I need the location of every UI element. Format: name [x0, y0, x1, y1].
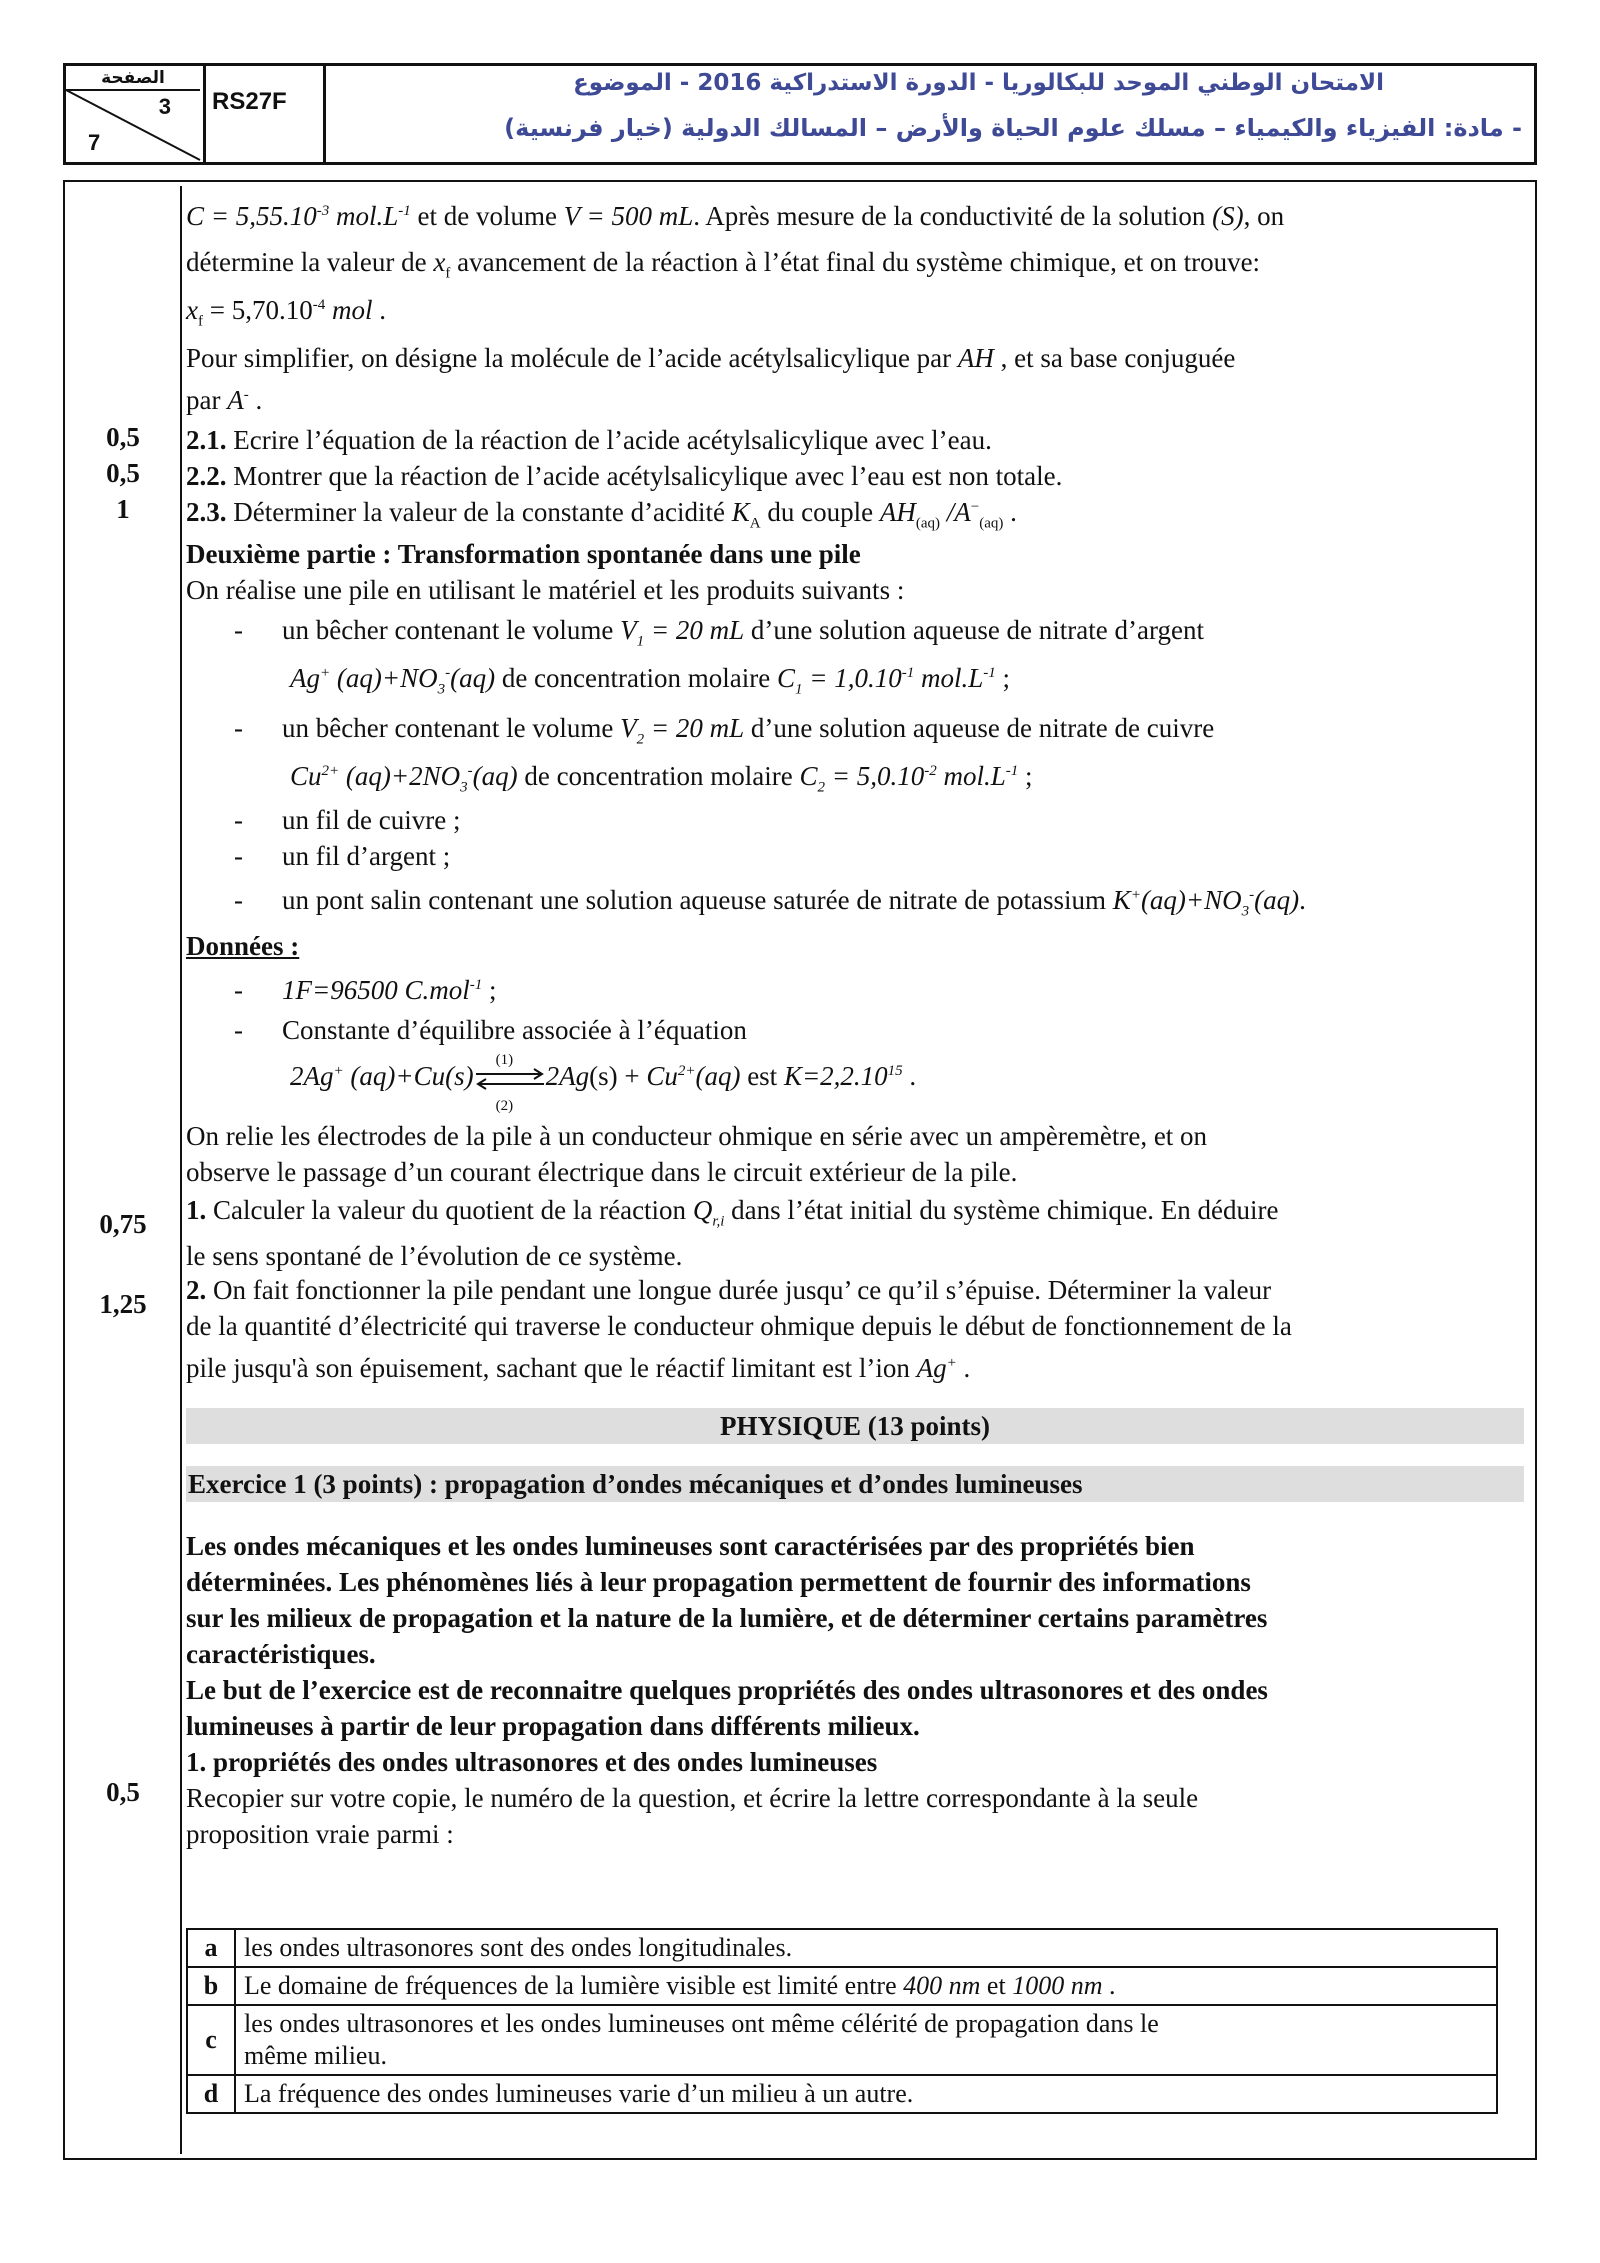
choice-row-d	[187, 2075, 1497, 2113]
choice-letter: d	[187, 2075, 235, 2113]
pile-question-1: 1. Calculer la valeur du quotient de la réaction $Q_{r,i}$ dans l’état initial du système chimique. En déduire	[186, 1195, 1279, 1230]
exercise-intro-line-4: caractéristiques.	[186, 1639, 376, 1669]
page-current: 3	[158, 94, 171, 119]
exam-header	[63, 63, 1537, 165]
choice-letter: b	[187, 1967, 235, 2005]
pile-paragraph-line-2: observe le passage d’un courant électrique dans le circuit extérieur de la pile.	[186, 1157, 1018, 1187]
mark-q22: 0,5	[106, 458, 140, 488]
pile-question-2: 2. On fait fonctionner la pile pendant une longue durée jusqu’ ce qu’il s’épuise. Déterminer la valeur	[186, 1275, 1272, 1305]
choice-text: La fréquence des ondes lumineuses varie d’un milieu à un autre.	[235, 2075, 1497, 2113]
question-2-3: 2.3. Déterminer la valeur de la constante d’acidité $K_A$ du couple $AH_{(aq)}$ $/A^-_{(aq)}$ .	[186, 497, 1017, 532]
exercise-1-banner	[186, 1466, 1524, 1502]
chem-line-3: $x_f = 5,70.10^{-4}$ mol .	[186, 295, 386, 330]
page-label: الصفحة	[66, 67, 200, 91]
exam-title-line-1: الامتحان الوطني الموحد للبكالوريا - الدورة الاستدراكية 2016 - الموضوع	[573, 70, 1384, 96]
choice-text: Le domaine de fréquences de la lumière visible est limité entre 400 nm et 1000 nm .	[235, 1967, 1497, 2005]
choice-letter: a	[187, 1929, 235, 1967]
choice-row-c	[187, 2005, 1497, 2075]
mark-pile-q2: 1,25	[99, 1289, 147, 1319]
exercise-intro-line-3: sur les milieux de propagation et la nature de la lumière, et de déterminer certains paramètres	[186, 1603, 1268, 1633]
mark-q21: 0,5	[106, 422, 140, 452]
pile-question-2-line-2: de la quantité d’électricité qui traverse le conducteur ohmique depuis le début de fonctionnement de la	[186, 1311, 1292, 1341]
chem-line-1: $C = 5,55.10^{-3}$ $mol.L^{-1}$ et de volume V = 500 mL. Après mesure de la conductivité de la solution (S), on	[186, 201, 1285, 231]
part-2-intro: On réalise une pile en utilisant le matériel et les produits suivants :	[186, 575, 905, 605]
mark-physics-q1: 0,5	[106, 1777, 140, 1807]
exercise-1-title: Exercice 1 (3 points) : propagation d’ondes mécaniques et d’ondes lumineuses	[188, 1469, 1083, 1499]
mark-q23: 1	[116, 494, 130, 524]
page-total: 7	[88, 130, 101, 155]
exam-title	[326, 66, 1534, 162]
exercise-intro-line-1: Les ondes mécaniques et les ondes lumineuses sont caractérisées par des propriétés bien	[186, 1531, 1195, 1561]
physics-banner	[186, 1408, 1524, 1444]
physics-question-1-heading: 1. propriétés des ondes ultrasonores et des ondes lumineuses	[186, 1747, 878, 1777]
chem-line-4: Pour simplifier, on désigne la molécule de l’acide acétylsalicylique par AH , et sa base conjuguée	[186, 343, 1236, 373]
marks-column-divider	[180, 186, 182, 2154]
part-2-heading: Deuxième partie : Transformation spontanée dans une pile	[186, 539, 861, 569]
material-item-2-formula: $Cu^{2+}$ $(aq)+2NO_3^-(aq)$ de concentration molaire $C_2 = 5,0.10^{-2}$ $mol.L^{-1}$ ;	[290, 761, 1033, 796]
mark-pile-q1: 0,75	[99, 1209, 147, 1239]
question-2-1: 2.1. Ecrire l’équation de la réaction de l’acide acétylsalicylique avec l’eau.	[186, 425, 992, 455]
choices-table	[186, 1928, 1498, 2114]
physics-instruction-line-1: Recopier sur votre copie, le numéro de la question, et écrire la lettre correspondante à la seule	[186, 1783, 1199, 1813]
exam-title-line-2: - مادة: الفيزياء والكيمياء – مسلك علوم الحياة والأرض – المسالك الدولية (خيار فرنسية)	[504, 114, 1522, 142]
pile-paragraph-line-1: On relie les électrodes de la pile à un conducteur ohmique en série avec un ampèremètre, et on	[186, 1121, 1208, 1151]
pile-question-1-cont: le sens spontané de l’évolution de ce système.	[186, 1241, 683, 1271]
exam-code: RS27F	[206, 66, 326, 162]
exercise-goal-line-1: Le but de l’exercice est de reconnaitre quelques propriétés des ondes ultrasonores et des ondes	[186, 1675, 1268, 1705]
physics-instruction-line-2: proposition vraie parmi :	[186, 1819, 454, 1849]
exercise-intro-line-2: déterminées. Les phénomènes liés à leur propagation permettent de fournir des informations	[186, 1567, 1251, 1597]
equilibrium-equation: 2Ag+ (aq)+Cu(s) (1) (2) $2Ag(s) + Cu^{2+}(aq)$ est $K=2,2.10^{15}$ .	[290, 1051, 917, 1114]
chem-line-5: par A- .	[186, 385, 263, 415]
choice-row-b	[187, 1967, 1497, 2005]
choice-text: les ondes ultrasonores et les ondes lumineuses ont même célérité de propagation dans le même milieu.	[235, 2005, 1497, 2075]
page-box-diagonal	[66, 90, 203, 162]
material-item-1-formula: Ag+ $(aq)+NO_3^-(aq)$ de concentration molaire $C_1 = 1,0.10^{-1}$ $mol.L^{-1}$ ;	[290, 663, 1011, 698]
choice-letter: c	[187, 2005, 235, 2075]
data-heading: Données :	[186, 931, 300, 961]
physics-title: PHYSIQUE (13 points)	[719, 1411, 991, 1441]
exercise-goal-line-2: lumineuses à partir de leur propagation dans différents milieux.	[186, 1711, 920, 1741]
chem-line-2: détermine la valeur de $x_f$ avancement de la réaction à l’état final du système chimique, et on trouve:	[186, 247, 1261, 282]
page-number-box	[66, 66, 206, 162]
pile-question-2-line-3: pile jusqu'à son épuisement, sachant que le réactif limitant est l’ion Ag+ .	[186, 1353, 971, 1383]
double-arrow-icon: (1) (2)	[474, 1064, 546, 1094]
question-2-2: 2.2. Montrer que la réaction de l’acide acétylsalicylique avec l’eau est non totale.	[186, 461, 1063, 491]
choice-text: les ondes ultrasonores sont des ondes longitudinales.	[235, 1929, 1497, 1967]
choice-row-a	[187, 1929, 1497, 1967]
